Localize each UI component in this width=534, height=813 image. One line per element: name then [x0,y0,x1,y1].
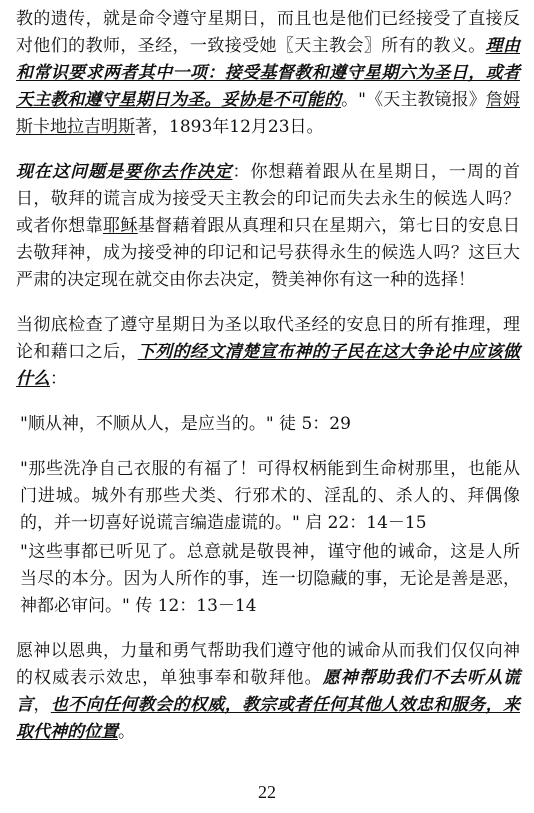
text-run: ： [50,369,67,389]
text-run: 基督藉着跟从真理和只在星期六，第七日的安息日去敬拜神，成为接受神的印记和记号获得永生的候选人吗？这巨大严肃的决定现在就交由你去决定，赞美神你有这一种的选择！ [16,216,521,290]
text-run: ：你想藉着跟从在星期日，一周的首日，敬拜的谎言成为接受天主教会的印记而失去永生的候选人吗？或者你想靠 [16,162,521,236]
scripture-quote-acts: "顺从神，不顺从人，是应当的。" 徒 5：29 [20,414,351,434]
underlined-text: 耶稣 [102,216,138,236]
emphasis-text: 妥协是不可能的 [221,90,342,110]
paragraph-closing-prayer [16,638,520,746]
emphasis-text: 理由和常识要求两者其中一项：接受基督教和遵守星期六为圣日，或者天主教和遵守星期日为圣。 [16,36,521,110]
paragraph-catholic-mirror-quote [16,6,520,141]
text-run: ， [33,695,51,715]
emphasis-text: 现在这问题是 [16,162,125,182]
emphasis-text: 愿神帮助我们不去听从谎言 [16,668,521,715]
text-run: 教的遗传，就是命令遵守星期日，而且也是他们已经接受了直接反对他们的教师，圣经，一致接受她〖天主教会〗所有的教义。 [16,9,520,56]
paragraph-decision [16,159,520,294]
page-number: 22 [258,782,276,802]
text-run: 著，1893年12月23日。 [135,117,324,137]
text-run: 愿神以恩典，力量和勇气帮助我们遵守他的诫命从而我们仅仅向神的权威表示效忠，单独事奉和敬拜他。 [16,641,520,688]
text-run: 。 [118,722,135,742]
emphasis-text: 要你去作决定 [124,162,233,182]
author-name: 詹姆斯卡地拉吉明斯 [16,90,520,137]
scripture-quote-ecclesiastes: "这些事都已听见了。总意就是敬畏神，谨守他的诫命，这是人所当尽的本分。因为人所作的事，连一切隐藏的事，无论是善是恶，神都必审问。" 传 12：13－14 [20,542,520,616]
paragraph-scripture-intro [16,312,520,393]
emphasis-text: 下列的经文清楚宣布神的子民在这大争论中应该做什么 [16,342,520,389]
text-run: 。"《天主教镜报》 [341,90,486,110]
scripture-quote-revelation: "那些洗净自己衣服的有福了！可得权柄能到生命树那里，也能从门进城。城外有那些犬类、行邪术的、淫乱的、杀人的、拜偶像的，并一切喜好说谎言编造虚谎的。" 启 22：14－15 [20,459,520,533]
emphasis-text: 也不向任何教会的权威，教宗或者任何其他人效忠和服务，来取代神的位置 [16,695,521,742]
text-run: 当彻底检查了遵守星期日为圣以取代圣经的安息日的所有推理，理论和藉口之后， [16,315,520,362]
